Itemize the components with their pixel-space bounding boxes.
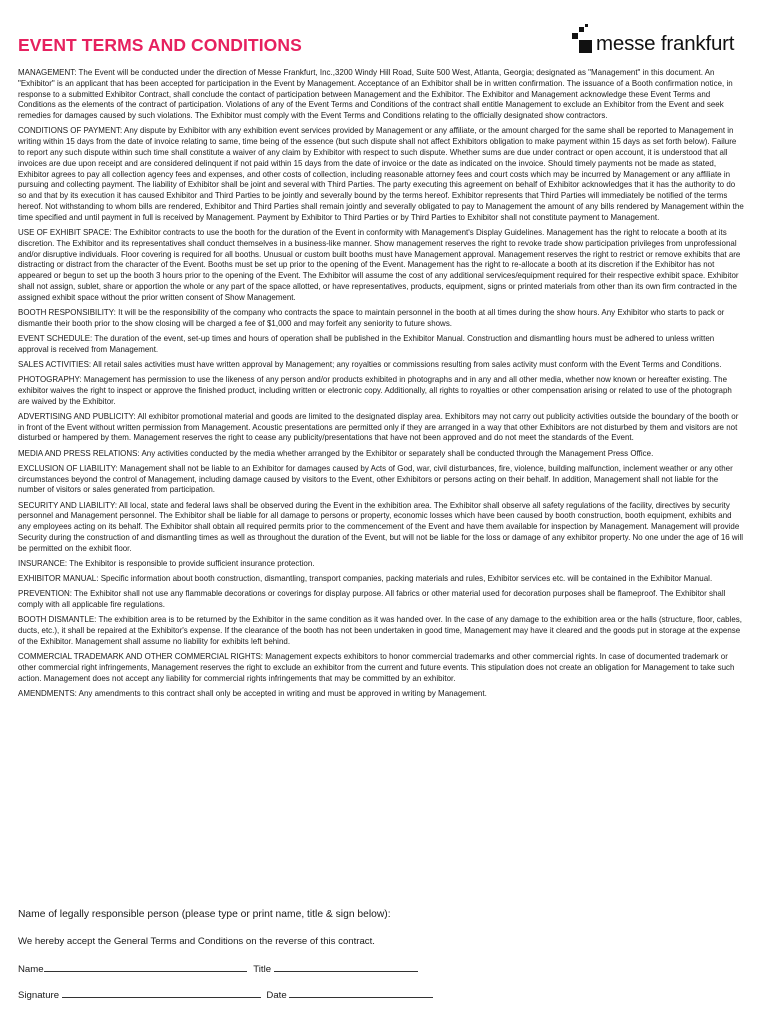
term-label: COMMERCIAL TRADEMARK AND OTHER COMMERCIAL RIGHTS:: [18, 652, 264, 662]
term-paragraph: [18, 652, 744, 684]
term-label: MANAGEMENT:: [18, 68, 77, 77]
term-text: Management has permission to use the likeness of any person and/or products exhibited in photographs and in any and all other media, whether now known or hereafter existing. The exhibitor waives the right to inspect or approve the finished product, including written or electronic copy. Additionally, all rights to royalties or other compensation arising or related to use of the photograph are waived by the Exhibitor.: [18, 375, 732, 406]
term-paragraph: [18, 559, 744, 570]
page-title: EVENT TERMS AND CONDITIONS: [18, 35, 302, 55]
term-paragraph: [18, 501, 744, 555]
term-text: The Exhibitor is responsible to provide sufficient insurance protection.: [67, 558, 315, 568]
term-label: EXHIBITOR MANUAL:: [18, 574, 99, 584]
term-text: It will be the responsibility of the company who contracts the space to maintain personnel in the booth at all times during the show hours. Any Exhibitor who starts to pack or dismantle their booth prior to the show closing will be charged a fee of $1,000 and may forfeit any seniority to future shows.: [18, 307, 725, 328]
term-text: Specific information about booth construction, dismantling, transport companies, packing materials and rules, Exhibitor services etc. will be contained in the Exhibitor Manual.: [98, 574, 713, 584]
term-label: EVENT SCHEDULE:: [18, 333, 93, 343]
name-label: Name: [18, 964, 44, 975]
term-label: SECURITY AND LIABILITY:: [18, 500, 118, 510]
term-label: INSURANCE:: [18, 558, 68, 568]
term-text: Any dispute by Exhibitor with any exhibition event services provided by Management or any affiliate, or the amount charged for the same shall be reported to Management in writing within 15 days from the date of invoice relating to same, time being of the essence (but such dispute shall not affect Exhibitors obligation to make payment within 15 days as set forth below). Failure to report any such dispute within such time shall constitute a waiver of any claim by Exhibitor with respect to such dispute. Whether sums are due under contract or open account, it is understood that all invoices are due upon receipt and are considered delinquent if not paid within 15 days from the date of invoice or the date as indicated on the invoice. Should timely payments not be made as stated, Exhibitor agrees to pay all collection agency fees and expenses, and other costs of collection, including reasonable attorney fees and court costs which may be incurred by Management or any affiliate in pursuing and collecting payment. The liability of Exhibitor shall be joint and several with Third Parties. The party executing this agreement on behalf of Exhibitor acknowledges that it has the authority to do so and that by its execution it has caused Exhibitor and Third Parties to be jointly and severally bound by the terms hereof. Exhibitor represents that Third Parties will immediately be notified of the terms hereof. Not withstanding to whom bills are rendered, Exhibitor and Third Parties shall remain jointly and severally obligated to pay to Management the amount of any bills rendered by Management within the time specified and until payment in full is received by Management. Payment by Exhibitor to Third Parties or by Third Parties to Exhibitor shall not constitute payment to Management.: [18, 126, 744, 222]
term-paragraph: [18, 589, 744, 611]
term-text: Any activities conducted by the media whether arranged by the Exhibitor or separately shall be conducted through the Management Press Office.: [139, 448, 654, 458]
messe-frankfurt-logo: [571, 24, 751, 60]
date-label: Date: [266, 990, 287, 1001]
term-label: USE OF EXHIBIT SPACE:: [18, 227, 112, 237]
term-text: Any amendments to this contract shall only be accepted in writing and must be approved in writing by Management.: [76, 688, 487, 698]
term-label: EXCLUSION OF LIABILITY:: [18, 463, 118, 473]
term-paragraph: [18, 464, 744, 496]
term-label: MEDIA AND PRESS RELATIONS:: [18, 448, 140, 458]
logo-mark-icon: [571, 24, 597, 58]
term-text: All exhibitor promotional material and goods are limited to the designated display area. Exhibitors may not carry out publicity activities outside the boundary of the booth or in front of the Event without written permission from Management. Acoustic presentations are permitted only if they are arranged in a way that other Exhibitors are not disturbed by them and visitors are not disturbed or hampered by them. Management reserves the right to cease any publicity/presentations that have not been approved and do not meet the standards of the Event.: [18, 411, 739, 443]
term-text: The Exhibitor contracts to use the booth for the duration of the Event in conformity with Management's Display Guidelines. Management has the right to relocate a booth at its discretion. The Exhibitor and its representatives shall conduct themselves in a business-like manner. Show management reserves the right to revoke trade show participation privileges from unprofessional and/or disruptive individuals. Floor covering is required for all booths. Unusual or custom built booths must have Management approval. Management reserves the right to restrict or remove exhibits that are distracting or distract from the character of the Event. Booths must be set up prior to the opening of the Event. Management has the right to re-allocate a booth at its discretion if the Exhibitor has not appeared or begun to set up the booth 3 hours prior to the opening of the Event. The Exhibitor will assume the cost of any additional services/equipment required for their respective exhibit space. Exhibitor shall not assign, sublet, share or apportion the whole or any part of the space allotted, or have representatives, products, equipment, signs or printed materials from other than its own firm contracted in the assigned exhibit space without the prior written consent of Show Management.: [18, 227, 741, 302]
term-paragraph: [18, 308, 744, 330]
term-paragraph: [18, 449, 744, 460]
signature-field[interactable]: [62, 988, 261, 998]
term-text: All retail sales activities must have written approval by Management; any royalties or commissions resulting from sales activity must conform with the Event Terms and Conditions.: [91, 359, 722, 369]
term-paragraph: [18, 334, 744, 356]
term-label: BOOTH RESPONSIBILITY:: [18, 307, 116, 317]
term-paragraph: [18, 615, 744, 647]
logo-text: messe frankfurt: [596, 32, 735, 55]
term-paragraph: [18, 228, 744, 304]
term-paragraph: [18, 360, 744, 371]
date-field[interactable]: [289, 988, 433, 998]
term-label: SALES ACTIVITIES:: [18, 359, 92, 369]
term-label: CONDITIONS OF PAYMENT:: [18, 126, 123, 136]
term-paragraph: [18, 574, 744, 585]
responsible-person-instruction: Name of legally responsible person (please type or print name, title & sign below):: [18, 909, 391, 920]
term-paragraph: [18, 375, 744, 407]
term-text: All local, state and federal laws shall be observed during the Event in the exhibition area. The Exhibitor shall observe all safety regulations of the facility, directives by security personnel and Management personnel. The Exhibitor shall be liable for all damage to persons or property, economic losses which have been caused by booth construction, booth equipment, exhibits and any employees acting on its behalf. The Exhibitor shall obtain all required permits prior to the commencement of the Event and have them available for inspection by Management. Management will provide Security during the construction of and dismantling times as well as throughout the duration of the Event, but will not be liable for the loss or damage of any exhibitor property. No one under the age of 16 will be permitted on the exhibit floor.: [18, 500, 744, 553]
term-text: The duration of the event, set-up times and hours of operation shall be published in the Exhibitor Manual. Construction and dismantling hours must be adhered to unless written approval is received from Management.: [18, 333, 715, 354]
term-label: PHOTOGRAPHY:: [18, 375, 82, 385]
term-paragraph: [18, 126, 744, 223]
term-paragraph: [18, 68, 744, 122]
term-label: ADVERTISING AND PUBLICITY:: [18, 411, 136, 421]
acceptance-statement: We hereby accept the General Terms and Conditions on the reverse of this contract.: [18, 936, 375, 947]
term-text: Management expects exhibitors to honor commercial trademarks and other commercial rights. In case of documented trademark or other commercial right infringements, Management reserves the right to exclude an exhibitor from the current and future events. This stipulation does not create an obligation for Management to take such action. Management does not accept any liability for commercial rights infringements that may be committed by an exhibitor.: [18, 652, 735, 683]
term-text: The Exhibitor shall not use any flammable decorations or coverings for display purpose. All fabrics or other material used for decoration purposes shall be flameproof. The Exhibitor shall comply with all applicable fire regulations.: [18, 589, 726, 610]
term-label: AMENDMENTS:: [18, 688, 77, 698]
signature-label: Signature: [18, 990, 60, 1001]
signature-date-row: [18, 988, 433, 1001]
term-label: BOOTH DISMANTLE:: [18, 615, 97, 625]
terms-list: [18, 68, 744, 704]
term-text: The exhibition area is to be returned by the Exhibitor in the same condition as it was handed over. In the case of any damage to the exhibition area or the halls (structure, floor, cables, ducts, etc.), it shall be repaired at the Exhibitor's expense. If the clearance of the booth has not been undertaken in good time, Management may have it cleared and the goods put in storage at the expense of the Exhibitor. Management shall assume no liability for exhibits left behind.: [18, 615, 743, 646]
term-label: PREVENTION:: [18, 589, 73, 599]
name-title-row: [18, 962, 418, 975]
term-text: Management shall not be liable to an Exhibitor for damages caused by Acts of God, war, civil disturbances, fire, violence, building malfunction, inclement weather or any other circumstances beyond the control of Management, including damage caused by visitors to the Event, other Exhibitors or persons acting on their behalf. In addition, Management shall not liable for the number of visitors or sales generated from participation.: [18, 463, 733, 495]
title-field[interactable]: [274, 962, 418, 972]
name-field[interactable]: [44, 962, 247, 972]
term-paragraph: [18, 412, 744, 444]
title-label: Title: [253, 964, 272, 975]
term-text: The Event will be conducted under the direction of Messe Frankfurt, Inc.,3200 Windy Hill Road, Suite 500 West, Atlanta, Georgia; designated as "Management" in this document. An "Exhibitor" is an applicant that has been accepted for participation in the Event by Management. Acceptance of an Exhibitor shall be in written confirmation. The issuance of a Booth confirmation notice, in response to a submitted Exhibitor Contract, shall conclude the contact of participation between Management and the Exhibitor. The Exhibitor and Management acknowledge these Event Terms and Conditions as the elements of the contract of participation. Violations of any of the Event Terms and Conditions of the contract shall entitle Management to exclude an Exhibitor from the Event and seek remedies for damages caused by such violations. The Exhibitor must comply with the Event Terms and Conditions relating to the officially designated show contractors.: [18, 68, 733, 121]
term-paragraph: [18, 689, 744, 700]
